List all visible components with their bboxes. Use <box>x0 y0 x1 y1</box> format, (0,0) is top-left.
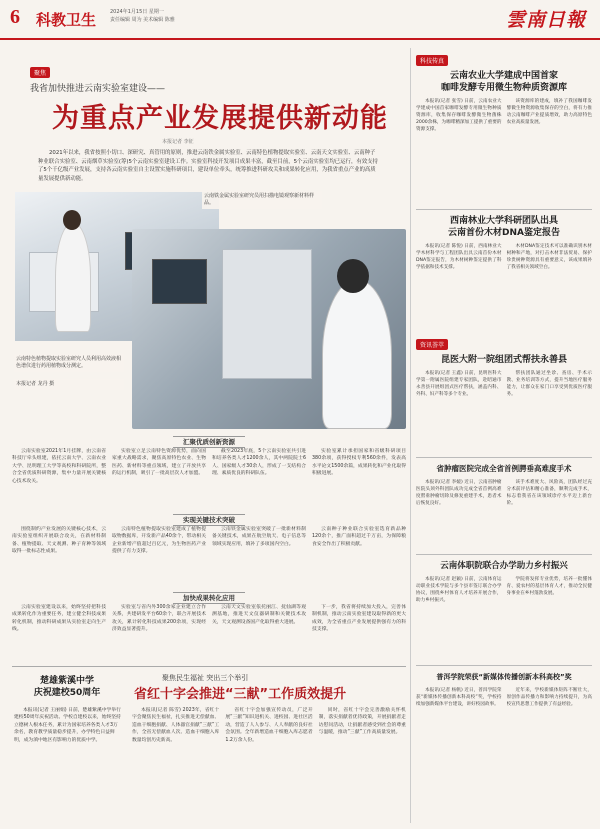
brief-text: 木材DNA鉴定技术可以准确识别木材树种和产地，对打击木材非法贸易、保护珍贵树种资源具有重要意义，该成果填补了我省相关领域空白。 <box>506 244 592 270</box>
issue-info <box>110 8 230 24</box>
researcher-figure <box>55 222 91 332</box>
column-divider <box>410 48 411 823</box>
divider <box>416 209 592 210</box>
section-text: 云南特色植物提取实验室建成了植物提取物数据库，开发新产品40余个，带动相关企业新增产值超过百亿元，为生物医药产业提供了有力支撑。 <box>112 527 206 555</box>
brief-title[interactable] <box>416 70 592 94</box>
section-text: 云南天文实验室依托丽江、抚仙湖等观测基地，推进天文仪器研制和关键技术攻关，天文观测设备国产化取得重大进展。 <box>212 605 306 625</box>
side-title-line-1: 楚雄紫溪中学 <box>39 676 94 686</box>
brief-text: 学院将发挥专业优势，培养一批懂体育、爱农村的基层体育人才，推动全民健身事业在乡村蓬勃发展。 <box>506 577 592 596</box>
lead-story <box>12 44 406 664</box>
brief-title[interactable]: 普洱学院荣获“新媒体传播创新本科高校”奖 <box>436 673 572 681</box>
section-text: 实验室与省内外300余家企业建立合作关系，共建研发平台60余个，联合开展技术攻关，累计转化科技成果200余项，实现经济效益显著提升。 <box>112 605 206 633</box>
photo-credit: 本报记者 龙丹 摄 <box>14 379 124 390</box>
brief-body <box>416 687 592 749</box>
divider <box>416 457 592 458</box>
story-text: 本报讯(记者 陈雪) 2023年，省红十字会聚焦民生福祉，扎实推进无偿献血、造血干细胞捐献、人体器官捐献“三献”工作，全省无偿献血人次、造血干细胞入库数量均创历史新高。 <box>132 708 220 743</box>
photo-area <box>12 189 406 434</box>
section-text: 截至2023年底，5个云南实验室共引进和培养各类人才1200余人，其中两院院士6人、国家级人才30余人，形成了一支结构合理、素质优良的科研队伍。 <box>212 449 306 477</box>
masthead <box>0 0 600 40</box>
brief-body <box>416 479 592 549</box>
section-text: 云南实验室建设以来，始终坚持把科技成果转化作为重要任务，建立健全科技成果转化机制，推动科研成果从实验室走向生产线。 <box>12 605 106 633</box>
section-text: 下一步，我省将持续加大投入，完善体制机制，推动云南实验室建设取得新的更大成效，为全省重点产业发展提供强有力的科技支撑。 <box>312 605 406 633</box>
photo-caption-top: 云南铁金属实验室研究员用扫描电镜观察新材料样品。 <box>202 191 322 209</box>
lead-paragraph: 2021年以来，我省按照小切口、深研究、真管用的原则，推进云南铁金属实验室、云南特色植物提取实验室、云南天文实验室、云南种子种业联合实验室、云南烟草实验室(筹)5个云南实验室建设工作。实验室科技开发项目成果丰富，截至目前，5个云南实验室均已运行，有效支持了5个千亿级产业发展，支持各云南实验室自主设置实施科研项目，建设单位牵头，统筹推进科研攻关和成果转化应用，为我省重点产业的高质量发展提供新动能。 <box>38 150 378 182</box>
brief-title[interactable] <box>416 215 592 239</box>
section-text: 实验室立足云南特色资源优势，面向国家重大战略需求，聚焦高原特色农业、生物医药、新材料等重点领域，建立了开放共享的运行机制，吸引了一批高层次人才加盟。 <box>112 449 206 477</box>
brief-text: 本报讯(记者 赵颖) 日前，云南体育运动职业技术学院与多个县市签订联合办学协议，围绕乡村体育人才培养开展合作，助力乡村振兴。 <box>416 577 502 603</box>
right-column <box>416 44 592 749</box>
brief-text: 本报讯(记者 张雪) 日前，云南农业大学建成中国首家咖啡发酵专用微生物种质资源库，收集保存咖啡发酵微生物菌株2000余株，为咖啡精深加工提供了重要的资源支撑。 <box>416 99 502 132</box>
section-heading: 实现关键技术突破 <box>173 514 245 526</box>
section-name: 科教卫生 <box>36 11 97 29</box>
lead-title[interactable]: 为重点产业发展提供新动能 <box>52 103 388 134</box>
electron-microscope <box>222 249 312 379</box>
brief-title[interactable]: 云南体职院联合办学助力乡村振兴 <box>440 561 568 571</box>
brief-text: 帮扶团队通过坐诊、查房、手术示教、业务培训等方式，提升当地医疗服务能力，让群众在家门口享受到优质医疗服务。 <box>506 371 592 397</box>
brief-body <box>416 576 592 660</box>
brief-body <box>416 370 592 452</box>
news-tag: 资讯荟萃 <box>416 339 448 350</box>
brief-body <box>416 98 592 204</box>
divider <box>416 554 592 555</box>
section-3 <box>12 593 406 664</box>
brief-text: 本报讯(记者 陈悦) 日前，西南林业大学木材科学与工程团队出具云南首份木材DNA鉴定报告，为木材树种鉴定提供了科学依据和技术支撑。 <box>416 244 502 270</box>
newspaper-logo: 雲南日報 <box>505 9 586 31</box>
brief-title-line: 咖啡发酵专用微生物种质资源库 <box>440 83 567 93</box>
section-text: 云南实验室2021年1月挂牌，由云南省科技厅牵头组建，依托云南大学、云南农业大学、昆明理工大学等高校和科研院所，整合全省优质科研资源，集中力量开展关键核心技术攻关。 <box>12 449 106 484</box>
side-story-title[interactable] <box>12 675 122 699</box>
lower-stories <box>12 666 406 743</box>
red-cross-kicker: 聚焦民生福祉 突出三个举引 <box>162 674 249 682</box>
tech-tag: 科技传真 <box>416 55 448 66</box>
researcher-head <box>63 210 81 230</box>
brief-body <box>416 243 592 329</box>
section-heading: 汇聚优质创新资源 <box>173 436 245 448</box>
lead-kicker: 我省加快推进云南实验室建设—— <box>30 84 166 94</box>
lead-byline: 本报记者 李征 <box>162 139 194 145</box>
page-number: 6 <box>10 6 20 28</box>
analysis-screen <box>152 259 207 304</box>
side-title-line-2: 庆祝建校50周年 <box>33 688 101 698</box>
section-1 <box>12 437 406 512</box>
side-story-body: 本报讯(记者 王丽娟) 日前，楚雄紫溪中学举行建校50周年庆祝活动。学校自建校以来，始终坚持立德树人根本任务，累计为国家培养各类人才3万余名，教育教学质量稳步提升，办学特色日益鲜明，成为滇中地区有影响力的优质中学。 <box>14 708 121 743</box>
divider <box>416 665 592 666</box>
brief-title[interactable]: 省肿瘤医院完成全省首例腭垂高难度手术 <box>436 464 572 473</box>
red-cross-body <box>132 707 406 825</box>
section-text: 实验室累计承担国家和省级科研项目380余项，获得授权专利560余件，发表高水平论文1500余篇，成果转化和产业化取得积极进展。 <box>312 449 406 477</box>
section-2 <box>12 515 406 590</box>
brief-text: 该资源库的建成，填补了我国咖啡发酵微生物资源收集保存的空白，将有力推动云南咖啡产业提质增效，助力高原特色农业高质量发展。 <box>506 99 592 125</box>
brief-title-line: 云南农业大学建成中国首家 <box>449 71 558 81</box>
brief-title-line: 云南首份木材DNA鉴定报告 <box>448 228 560 238</box>
story-text: 省红十字会加强宣传动员，广泛开展“三献”知识进机关、进校园、进社区活动，营造了人人参与、人人奉献的良好社会氛围。全年新增造血干细胞入库志愿者1.2万余人份。 <box>225 708 313 743</box>
photo-caption-bottom: 云南特色植物提取实验室研究人员利用高效液相色谱仪进行药用植物成分测定。 <box>14 354 124 372</box>
section-text: 云南种子种业联合实验室选育新品种120余个，推广面积超过千万亩，为保障粮食安全作出了积极贡献。 <box>312 527 406 547</box>
story-text: 同时，省红十字会完善激励关怀机制，落实捐献者优待政策，开展捐献者走访慰问活动，让捐献者感受到社会的尊重与温暖，推动“三献”工作高质量发展。 <box>318 708 406 736</box>
brief-text: 本报讯(记者 李媛) 近日，云南省肿瘤医院头颈外科团队成功完成全省首例高难度腭垂肿瘤切除及修复重建手术，患者术后恢复良好。 <box>416 480 502 506</box>
issue-line-1: 2024年1月15日 星期一 <box>110 9 164 15</box>
lead-tag: 聚焦 <box>30 67 50 78</box>
red-cross-title[interactable]: 省红十字会推进“三献”工作质效提升 <box>134 687 347 702</box>
section-heading: 加快成果转化应用 <box>173 592 245 604</box>
scientist-figure <box>322 279 392 429</box>
lab-photo-big <box>132 229 406 429</box>
section-text: 云南铁金属实验室突破了一批新材料制备关键技术，成果在航空航天、电子信息等领域实现应用，填补了多项国内空白。 <box>212 527 306 547</box>
scientist-head <box>337 259 369 293</box>
brief-text: 近年来，学校新媒体矩阵不断壮大，原创作品传播力和影响力持续提升，为高校宣传思想工作提供了有益经验。 <box>506 688 592 707</box>
brief-title-line: 西南林业大学科研团队出具 <box>449 216 558 226</box>
brief-text: 本报讯(记者 杨帆) 近日，普洱学院荣获“新媒体传播创新本科高校”奖，学校持续加强新媒体平台建设，讲好校园故事。 <box>416 688 502 707</box>
issue-line-2: 责任编辑 周为 美术编辑 陈雅 <box>110 17 175 23</box>
brief-title[interactable]: 昆医大附一院组团式帮扶永善县 <box>440 355 567 365</box>
brief-text: 本报讯(记者 王鑫) 日前，昆明医科大学第一附属医院组建专家团队，赴昭通市永善县开展组团式医疗帮扶，涵盖内科、外科、妇产科等多个专业。 <box>416 371 502 397</box>
section-text: 围绕制约产业发展的关键核心技术，云南实验室组织开展联合攻关，在新材料制备、植物提取、天文观测、种子育种等领域取得一批标志性成果。 <box>12 527 106 555</box>
brief-text: 该手术难度大、风险高，团队经过充分术前评估和精心准备，顺利完成手术，标志着我省在该领域诊疗水平迈上新台阶。 <box>506 480 592 506</box>
